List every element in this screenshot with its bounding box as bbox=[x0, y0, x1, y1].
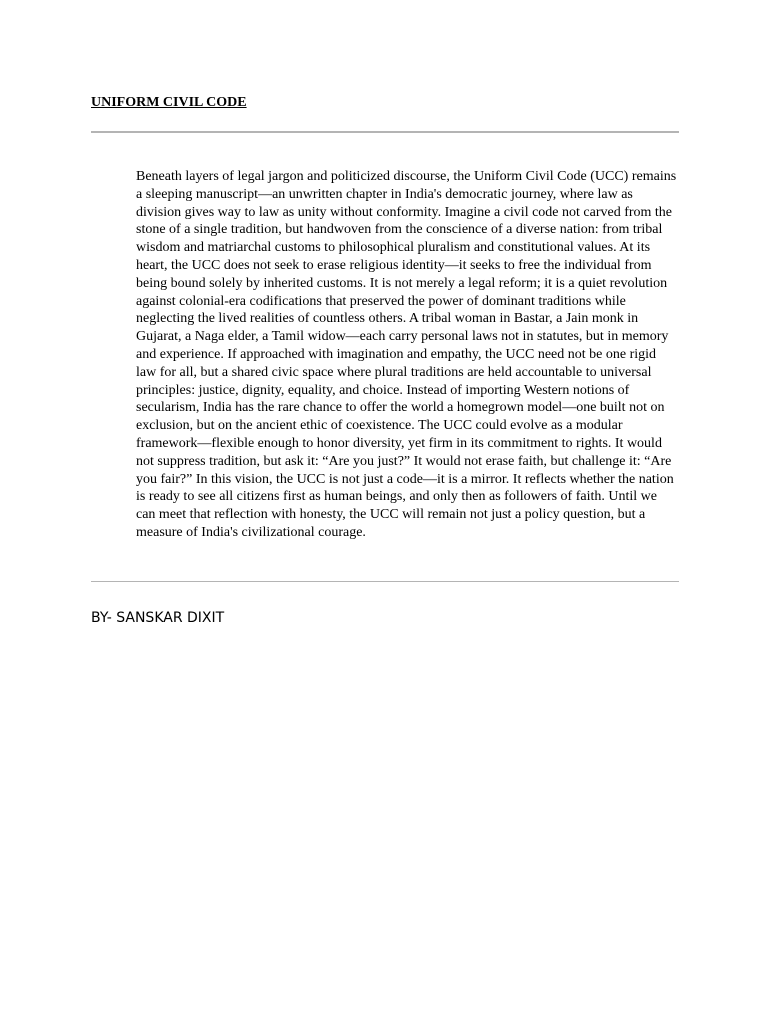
body-divider bbox=[91, 581, 679, 582]
document-title: UNIFORM CIVIL CODE bbox=[91, 95, 247, 110]
body-paragraph: Beneath layers of legal jargon and politicized discourse, the Uniform Civil Code (UCC) remains a sleeping manuscript—an unwritten chapter in India's democratic journey, where law as division gives way to law as unity without conformity. Imagine a civil code not carved from the stone of a single tradition, but handwoven from the conscience of a diverse nation: from tribal wisdom and matriarchal customs to philosophical pluralism and constitutional values. At its heart, the UCC does not seek to erase religious identity—it seeks to free the individual from being bound solely by inherited customs. It is not merely a legal reform; it is a quiet revolution against colonial-era codifications that preserved the power of dominant traditions while neglecting the lived realities of countless others. A tribal woman in Bastar, a Jain monk in Gujarat, a Naga elder, a Tamil widow—each carry personal laws not in statutes, but in memory and experience. If approached with imagination and empathy, the UCC need not be one rigid law for all, but a shared civic space where plural traditions are held accountable to universal principles: justice, dignity, equality, and choice. Instead of importing Western notions of secularism, India has the rare chance to offer the world a homegrown model—one built not on exclusion, but on the ancient ethic of coexistence. The UCC could evolve as a modular framework—flexible enough to honor diversity, yet firm in its commitment to rights. It would not suppress tradition, but ask it: “Are you just?” It would not erase faith, but challenge it: “Are you fair?” In this vision, the UCC is not just a code—it is a mirror. It reflects whether the nation is ready to see all citizens first as human beings, and only then as followers of faith. Until we can meet that reflection with honesty, the UCC will remain not just a policy question, but a measure of India's civilizational courage. bbox=[136, 169, 677, 540]
author-byline: BY- SANSKAR DIXIT bbox=[91, 610, 225, 626]
title-divider bbox=[91, 131, 679, 133]
